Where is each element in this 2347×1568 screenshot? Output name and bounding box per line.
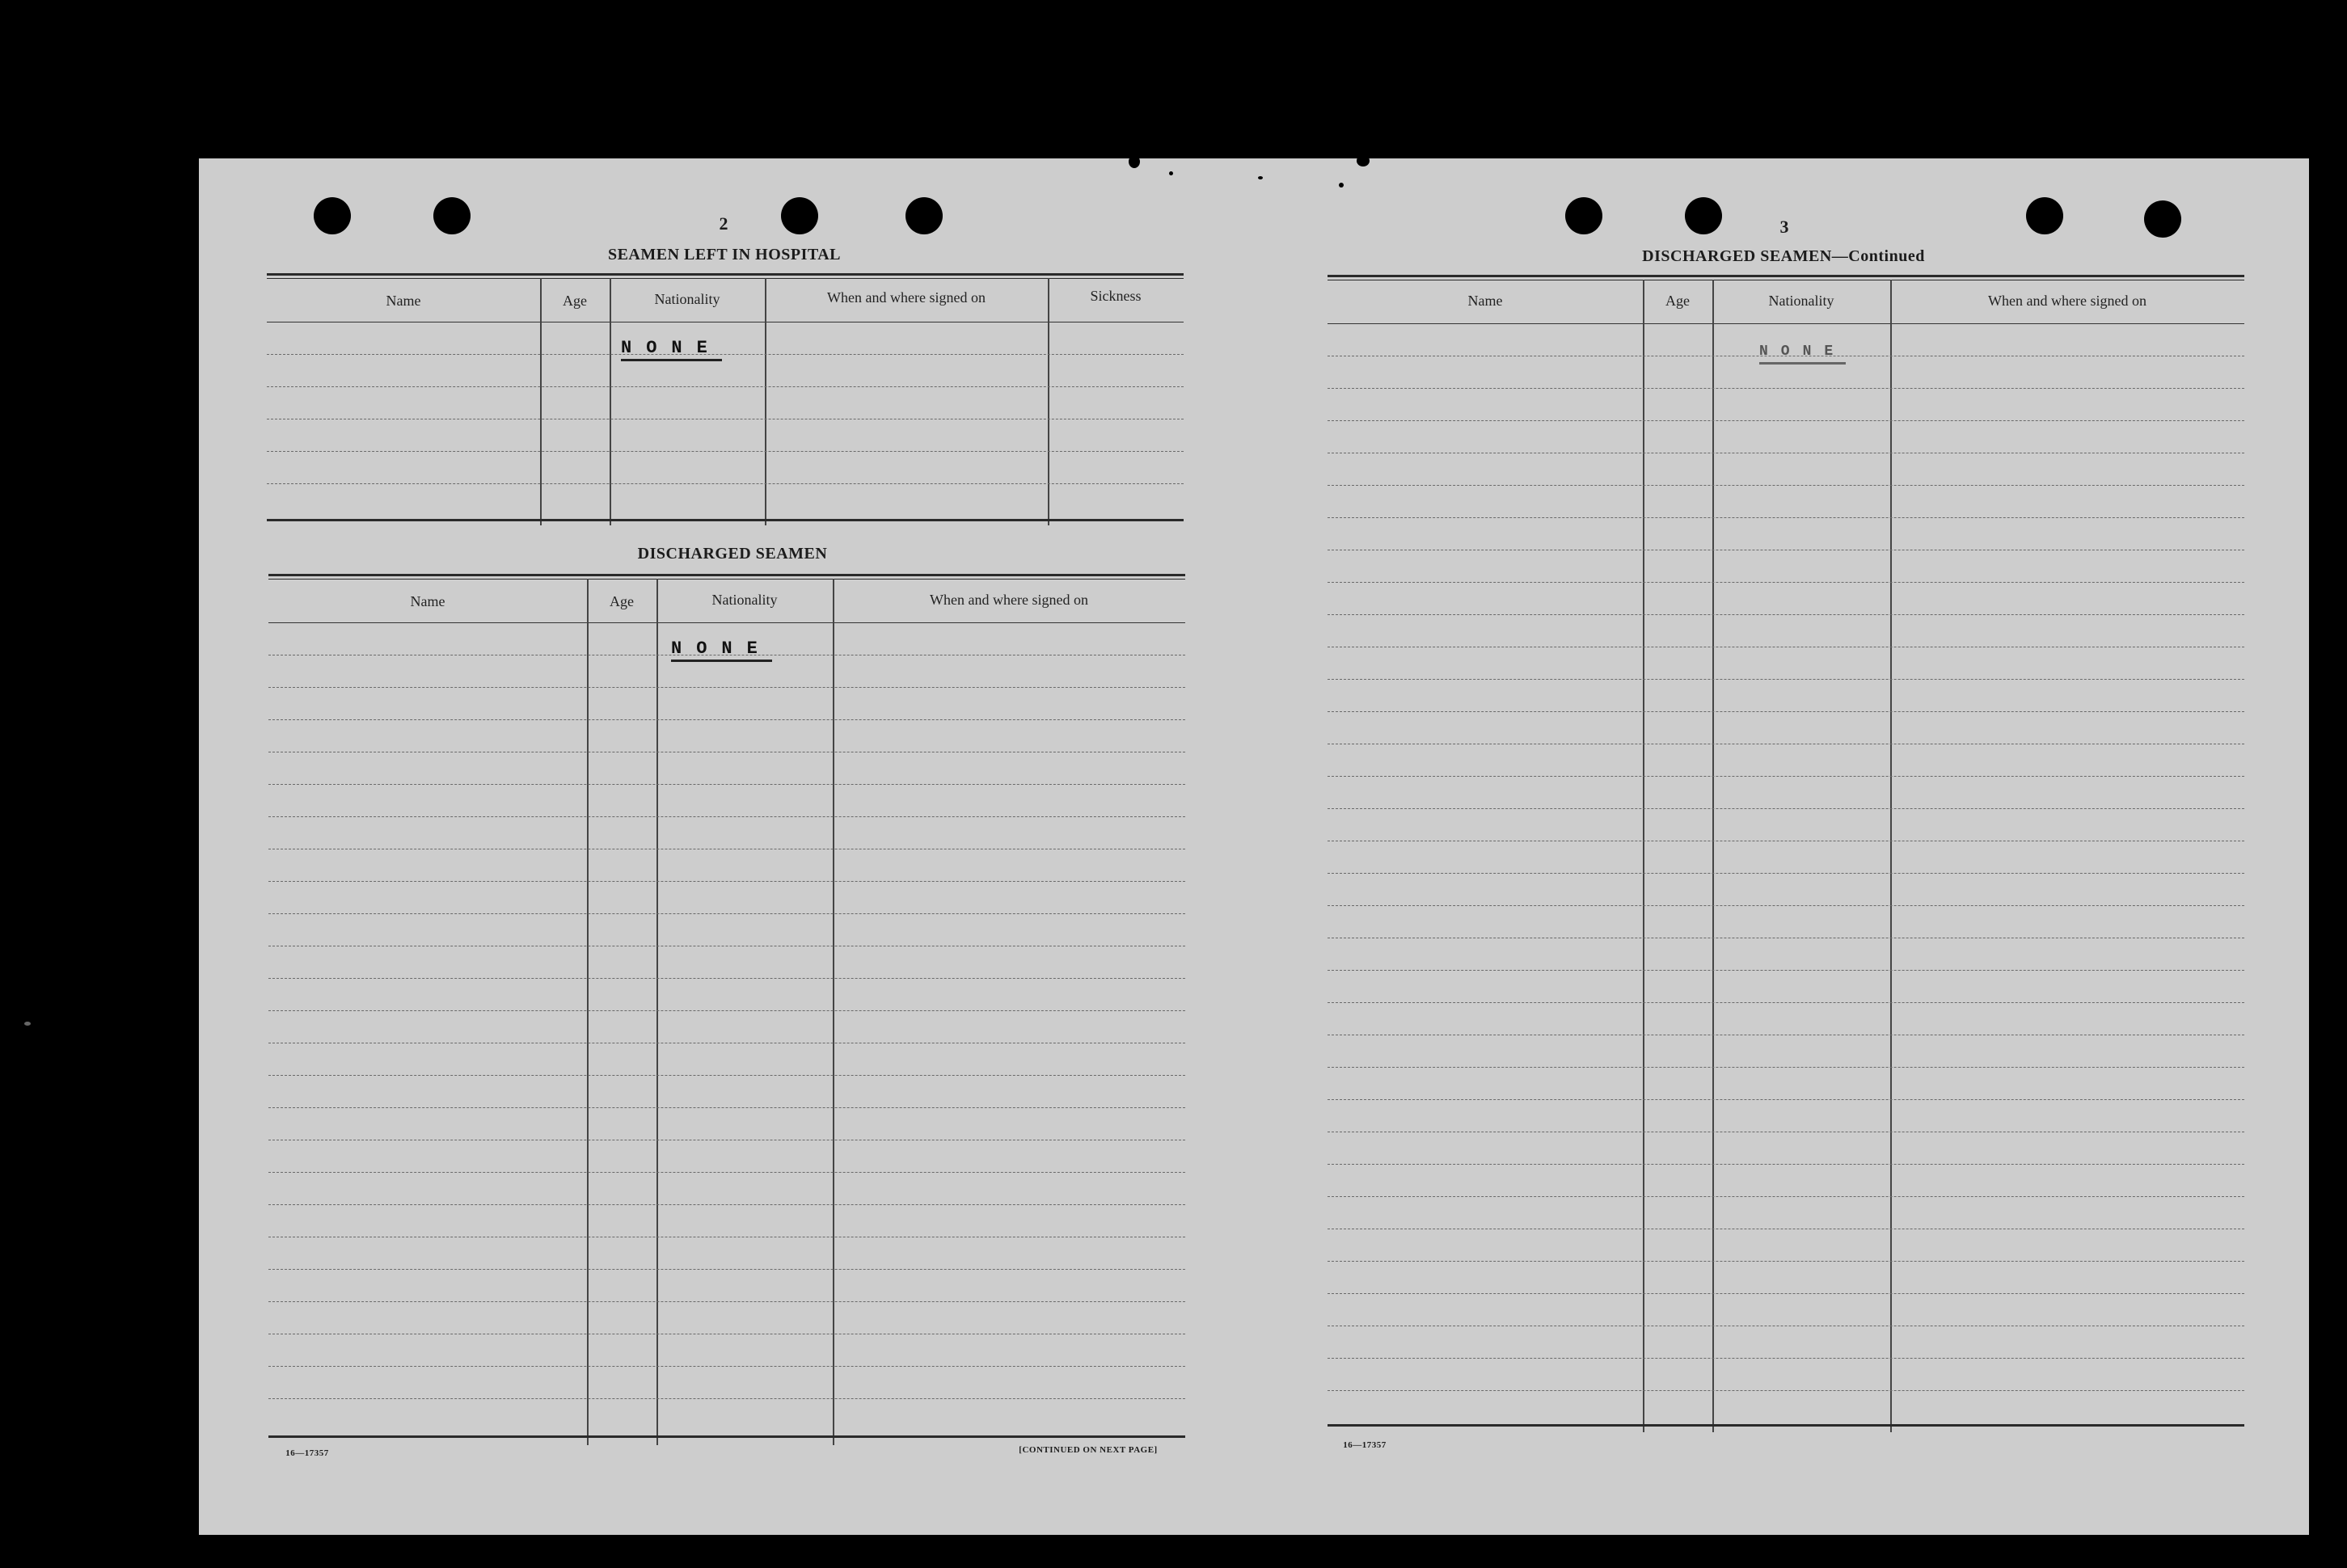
section-title-discharged: DISCHARGED SEAMEN (637, 545, 828, 563)
stray-mark (24, 1022, 31, 1026)
punch-hole (314, 197, 351, 234)
punch-hole (1685, 197, 1722, 234)
punch-hole (2144, 200, 2181, 238)
stamp-none: NONE (671, 640, 772, 662)
column-header-name: Name (410, 593, 445, 609)
page-number: 3 (1779, 217, 1789, 237)
torn-edge-mark (1258, 176, 1263, 179)
discharged-continued-table (1328, 275, 2244, 1432)
column-header-nationality: Nationality (654, 291, 720, 307)
column-header-nationality: Nationality (711, 592, 778, 608)
punch-hole (781, 197, 818, 234)
column-header-name: Name (1467, 293, 1503, 309)
document-sheet (199, 158, 2309, 1535)
torn-edge-mark (1357, 155, 1370, 166)
column-header-nationality: Nationality (1768, 293, 1834, 309)
stamp-none: NONE (1759, 343, 1846, 365)
column-header-age: Age (1665, 293, 1690, 309)
torn-edge-mark (1169, 171, 1173, 175)
torn-edge-mark (1129, 155, 1140, 168)
column-header-signed-on: When and where signed on (930, 592, 1088, 608)
column-header-name: Name (386, 293, 421, 309)
punch-hole (905, 197, 943, 234)
form-number: 16—17357 (285, 1448, 329, 1458)
punch-hole (1565, 197, 1602, 234)
hospital-table (267, 273, 1184, 525)
column-header-age: Age (610, 593, 634, 609)
column-header-signed-on: When and where signed on (1988, 293, 2146, 309)
continued-note: [CONTINUED ON NEXT PAGE] (1019, 1445, 1158, 1455)
form-number: 16—17357 (1343, 1440, 1387, 1450)
torn-edge-mark (1339, 183, 1344, 188)
punch-hole (433, 197, 471, 234)
column-header-age: Age (563, 293, 587, 309)
page-number: 2 (719, 213, 728, 234)
punch-hole (2026, 197, 2063, 234)
column-header-sickness: Sickness (1090, 288, 1142, 304)
column-header-signed-on: When and where signed on (827, 289, 986, 306)
section-title-discharged-continued: DISCHARGED SEAMEN—Continued (1642, 247, 1925, 265)
stray-mark (1030, 31, 1033, 34)
discharged-table (268, 574, 1185, 1447)
section-title-hospital: SEAMEN LEFT IN HOSPITAL (607, 246, 842, 263)
stamp-none: NONE (621, 339, 722, 361)
